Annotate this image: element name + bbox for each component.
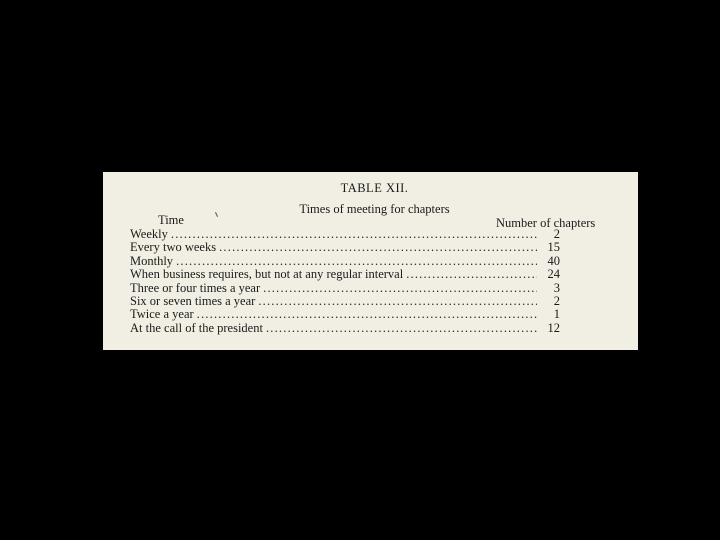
- column-header-count: Number of chapters: [496, 216, 596, 230]
- row-time-label: When business requires, but not at any regular interval: [130, 267, 404, 282]
- dot-leader: [197, 308, 537, 321]
- table-subtitle: Times of meeting for chapters: [299, 202, 450, 216]
- row-count-value: 1: [553, 307, 560, 322]
- row-time-label: Every two weeks: [130, 240, 217, 255]
- table-row: [130, 282, 560, 295]
- dot-leader: [266, 322, 537, 335]
- table-row: [130, 322, 560, 335]
- row-count-value: 3: [553, 280, 560, 295]
- table-title: TABLE XII.: [340, 181, 409, 195]
- scanned-table-page: [103, 172, 638, 350]
- table-row: [130, 308, 560, 321]
- table-row: [130, 241, 560, 254]
- row-time-label: Six or seven times a year: [130, 293, 256, 308]
- table-body: [130, 228, 560, 335]
- table-row: [130, 255, 560, 268]
- row-time-label: Three or four times a year: [130, 280, 261, 295]
- dot-leader: [176, 255, 537, 268]
- dot-leader: [171, 228, 537, 241]
- row-time-label: Twice a year: [130, 307, 194, 322]
- table-row: [130, 228, 560, 241]
- row-time-label: Monthly: [130, 253, 174, 268]
- row-count-value: 12: [547, 320, 560, 335]
- row-count-value: 2: [553, 227, 560, 241]
- row-count-value: 24: [547, 267, 560, 282]
- row-count-value: 15: [547, 240, 560, 255]
- column-header-time: Time: [158, 213, 184, 227]
- dot-leader: [263, 282, 537, 295]
- dot-leader: [219, 241, 537, 254]
- dot-leader: [406, 268, 537, 281]
- table-row: [130, 295, 560, 308]
- dot-leader: [258, 295, 537, 308]
- table-row: [130, 268, 560, 281]
- row-time-label: Weekly: [130, 227, 168, 241]
- row-time-label: At the call of the president: [130, 320, 263, 335]
- row-count-value: 40: [547, 253, 560, 268]
- row-count-value: 2: [553, 293, 560, 308]
